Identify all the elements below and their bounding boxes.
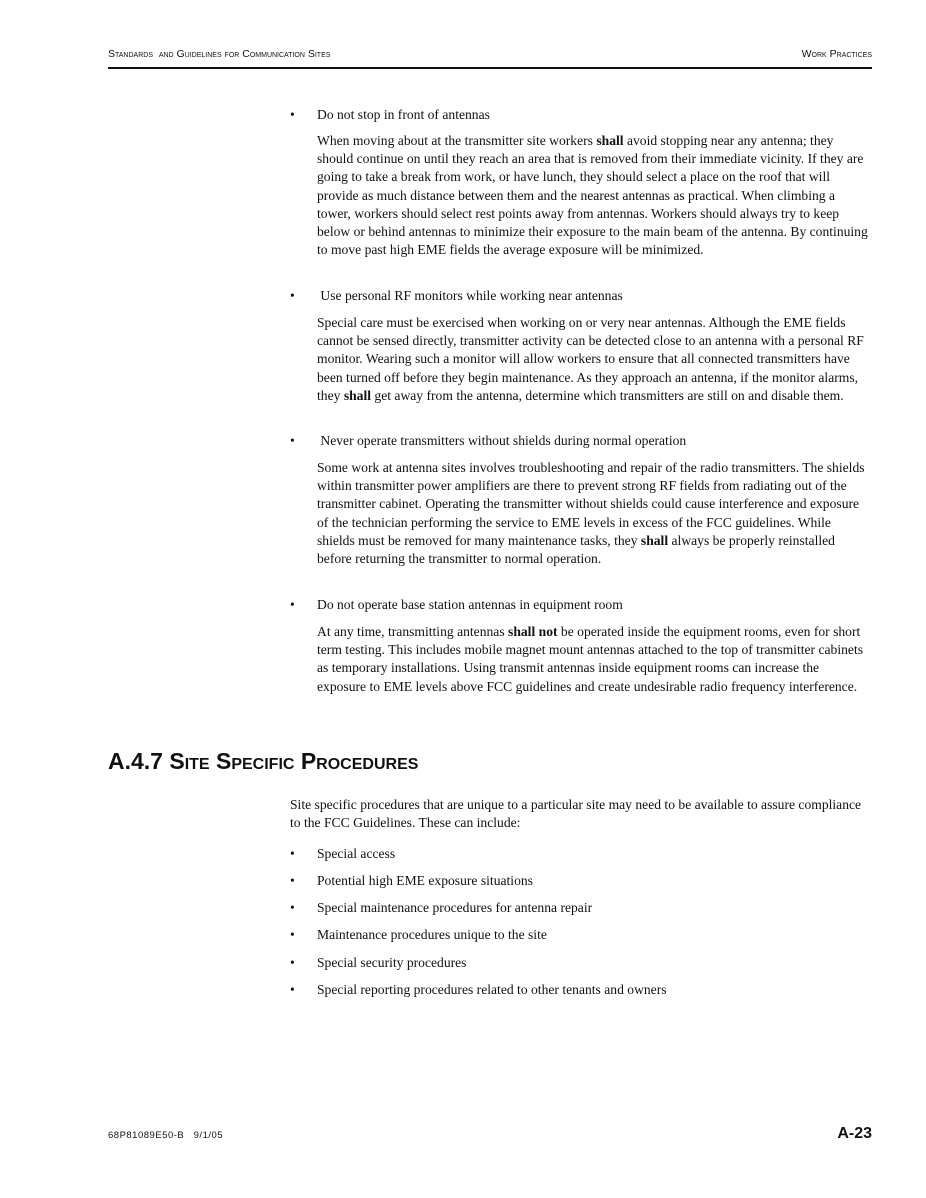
- bullet-icon: •: [290, 597, 295, 612]
- bullet-body: [317, 132, 870, 259]
- bullet-icon: •: [290, 900, 295, 915]
- bullet-title: Use personal RF monitors while working near antennas: [317, 288, 623, 303]
- text: At any time, transmitting antennas: [317, 624, 509, 639]
- bullet-title: Do not operate base station antennas in equipment room: [317, 597, 623, 612]
- page-number: A-23: [837, 1125, 872, 1142]
- bullet-icon: •: [290, 846, 295, 861]
- emphasis: shall: [640, 532, 669, 548]
- text: get away from the antenna, determine which transmitters are still on and disable them.: [371, 387, 844, 403]
- header-rule: [108, 67, 872, 69]
- list-item-text: Special security procedures: [317, 955, 467, 970]
- text: Special care must be exercised when working on or very near antennas. Although the EME fields cannot be sensed directly, transmitter activity can be detected close to an antenna with a personal RF monitor. Wearing such a monitor will allow workers to ensure that all connected transmitters have been turned off before they begin maintenance. As they approach an antenna, if the monitor alarms, they: [317, 315, 864, 403]
- text: Some work at antenna sites involves troubleshooting and repair of the radio transmitters. The shields within transmitter power amplifiers are there to prevent strong RF fields from radiating out of the transmitter cabinet. Operating the transmitter without shields could cause interference and exposure of the technician performing the service to EME levels in excess of the FCC guidelines. While shields must be removed for many maintenance tasks, they: [317, 460, 865, 548]
- emphasis: shall not: [508, 624, 558, 639]
- section-heading: A.4.7 Site Specific Procedures: [108, 748, 419, 774]
- text: When moving about at the transmitter site workers: [317, 133, 597, 148]
- bullet-icon: •: [290, 982, 295, 997]
- emphasis: shall: [596, 133, 624, 148]
- bullet-icon: •: [290, 433, 295, 448]
- bullet-body: [317, 623, 870, 696]
- text: be operated inside the equipment rooms, even for short term testing. This includes mobile magnet mount antennas attached to the top of transmitter cabinets as temporary installations. Using transmit antennas inside equipment rooms can increase the exposure to EME levels above FCC guidelines and create undesirable radio frequency interference.: [317, 624, 864, 694]
- header-title: Standards and Guidelines for Communication Sites: [108, 48, 331, 60]
- list-item-text: Special access: [317, 846, 396, 861]
- bullet-title: Never operate transmitters without shields during normal operation: [317, 433, 687, 448]
- bullet-icon: •: [290, 927, 295, 942]
- list-item-text: Maintenance procedures unique to the site: [317, 927, 547, 942]
- bullet-icon: •: [290, 873, 295, 888]
- bullet-body: [317, 459, 870, 568]
- text: avoid stopping near any antenna; they should continue on until they reach an area that is removed from their immediate vicinity. If they are going to take a break from work, or have lunch, they should select a place on the roof that will provide as much distance between them and the nearest antennas as practical. When climbing a tower, workers should select rest points away from antennas. Workers should always try to keep below or behind antennas to minimize their exposure to the main beam of the antenna. By continuing to move past high EME fields the average exposure will be minimized.: [317, 133, 868, 258]
- text: always be properly reinstalled before returning the transmitter to normal operation.: [317, 532, 835, 567]
- bullet-icon: •: [290, 955, 295, 970]
- emphasis: shall: [343, 387, 372, 403]
- header-section: Work Practices: [801, 48, 872, 60]
- bullet-title: Do not stop in front of antennas: [317, 107, 490, 122]
- bullet-body: [317, 314, 870, 405]
- footer-doc-id: 68P81089E50-B 9/1/05: [108, 1130, 224, 1141]
- list-item-text: Special maintenance procedures for antenna repair: [317, 900, 593, 915]
- bullet-icon: •: [290, 288, 295, 303]
- list-item-text: Special reporting procedures related to other tenants and owners: [317, 982, 667, 997]
- section-intro: Site specific procedures that are unique to a particular site may need to be available to assure compliance to the FCC Guidelines. These can include:: [290, 797, 862, 831]
- bullet-icon: •: [290, 107, 295, 122]
- list-item-text: Potential high EME exposure situations: [317, 873, 533, 888]
